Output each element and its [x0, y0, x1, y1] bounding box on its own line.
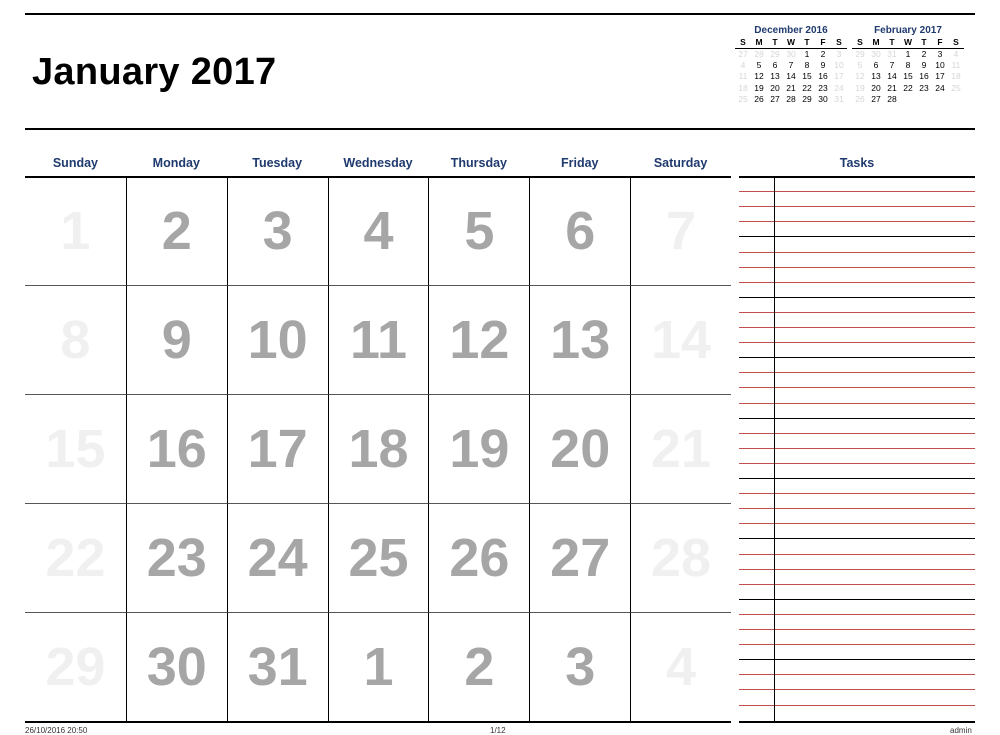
mini-day: 29 — [855, 49, 865, 59]
day-number: 27 — [550, 528, 611, 588]
day-number: 4 — [666, 637, 697, 697]
mini-day: 19 — [754, 82, 764, 93]
mini-calendar-title: December 2016 — [754, 25, 828, 36]
day-number: 14 — [651, 310, 712, 370]
mini-day: 27 — [738, 49, 748, 59]
mini-day: 23 — [919, 82, 929, 93]
day-cell — [25, 177, 126, 286]
mini-day: 18 — [738, 82, 748, 93]
day-number: 3 — [262, 201, 293, 261]
tasks-margin-line — [774, 176, 775, 722]
mini-day: 1 — [905, 49, 911, 59]
weekday-sunday: Sunday — [52, 156, 98, 170]
day-cell — [630, 504, 731, 613]
mini-calendar-title: February 2017 — [874, 25, 942, 36]
mini-weekday-label: T — [772, 37, 778, 47]
weekday-saturday: Saturday — [653, 156, 708, 170]
weekday-header — [25, 153, 731, 175]
mini-weekday-label: S — [740, 37, 746, 47]
mini-day: 29 — [770, 49, 780, 59]
day-number: 20 — [550, 419, 611, 479]
month-grid — [25, 177, 731, 722]
mini-day: 30 — [871, 49, 881, 59]
mini-weekday-label: S — [953, 37, 959, 47]
day-cell — [328, 286, 429, 395]
day-cell — [126, 395, 227, 504]
day-number: 31 — [247, 637, 308, 697]
day-number: 8 — [60, 310, 91, 370]
mini-day — [948, 94, 964, 105]
mini-day: 29 — [802, 93, 812, 104]
mini-day: 2 — [820, 49, 826, 59]
mini-day: 8 — [905, 60, 911, 71]
mini-day: 17 — [935, 71, 945, 82]
mini-day: 18 — [951, 71, 961, 82]
day-number: 16 — [146, 419, 207, 479]
page-title: January 2017 — [32, 51, 277, 93]
mini-day: 14 — [887, 71, 897, 82]
day-cell — [227, 177, 328, 286]
mini-day: 12 — [754, 71, 764, 82]
mini-weekday-label: F — [937, 37, 943, 47]
mini-day: 5 — [756, 60, 762, 71]
day-number: 23 — [146, 528, 207, 588]
day-number: 19 — [449, 419, 510, 479]
mini-day: 25 — [738, 93, 748, 104]
day-number: 26 — [449, 528, 510, 588]
header-rule — [25, 128, 975, 130]
weekday-friday: Friday — [560, 156, 599, 170]
mini-weekday-label: M — [755, 37, 763, 47]
mini-calendar-days — [735, 49, 847, 105]
mini-day: 24 — [834, 82, 844, 93]
mini-day: 13 — [871, 71, 881, 82]
mini-day: 31 — [887, 49, 897, 59]
day-number: 6 — [565, 201, 596, 261]
mini-day: 15 — [802, 71, 812, 82]
mini-weekday-label: M — [872, 37, 880, 47]
footer-page-number: 1/12 — [490, 726, 506, 735]
mini-day: 17 — [834, 71, 844, 82]
day-cell — [529, 286, 630, 395]
mini-day: 20 — [770, 82, 780, 93]
mini-day: 9 — [820, 60, 826, 71]
day-cell — [630, 286, 731, 395]
mini-day — [932, 94, 948, 105]
day-cell — [630, 395, 731, 504]
grid-bottom-rule — [25, 721, 731, 723]
day-cell — [630, 177, 731, 286]
mini-day: 10 — [935, 60, 945, 71]
day-cell — [227, 613, 328, 722]
day-number: 18 — [348, 419, 409, 479]
mini-day: 3 — [937, 49, 943, 59]
mini-day: 5 — [857, 60, 863, 71]
mini-day: 24 — [935, 82, 945, 93]
mini-day: 26 — [754, 93, 764, 104]
mini-day: 30 — [786, 49, 796, 59]
day-cell — [126, 286, 227, 395]
tasks-bottom-rule — [739, 721, 975, 723]
mini-day: 9 — [921, 60, 927, 71]
day-cell — [529, 613, 630, 722]
day-cell — [227, 286, 328, 395]
weekday-thursday: Thursday — [450, 156, 507, 170]
mini-day: 28 — [754, 49, 764, 59]
day-number: 29 — [45, 637, 106, 697]
day-cell — [630, 613, 731, 722]
day-cell — [328, 613, 429, 722]
day-number: 7 — [666, 201, 697, 261]
day-number: 2 — [161, 201, 192, 261]
day-number: 28 — [651, 528, 712, 588]
mini-calendar-weekday-header — [735, 37, 847, 49]
day-number: 12 — [449, 310, 510, 370]
weekday-tuesday: Tuesday — [252, 156, 303, 170]
mini-day: 6 — [772, 60, 778, 71]
mini-day: 13 — [770, 71, 780, 82]
mini-day: 28 — [887, 93, 897, 104]
mini-day: 27 — [770, 93, 780, 104]
mini-day: 19 — [855, 82, 865, 93]
weekday-monday: Monday — [152, 156, 200, 170]
day-number: 4 — [363, 201, 394, 261]
mini-calendar-next — [852, 24, 964, 105]
day-cell — [428, 177, 529, 286]
day-number: 22 — [45, 528, 106, 588]
day-number: 11 — [349, 310, 408, 370]
day-cell — [428, 286, 529, 395]
day-number: 13 — [550, 310, 611, 370]
day-cell — [227, 395, 328, 504]
day-cell — [25, 395, 126, 504]
day-cell — [529, 177, 630, 286]
mini-weekday-label: S — [857, 37, 863, 47]
mini-day: 27 — [871, 93, 881, 104]
mini-weekday-label: W — [786, 37, 796, 47]
mini-day: 7 — [788, 60, 794, 71]
mini-weekday-label: W — [903, 37, 913, 47]
day-cell — [529, 504, 630, 613]
day-number: 1 — [363, 637, 394, 697]
day-cell — [25, 504, 126, 613]
footer-user: admin — [950, 726, 972, 735]
day-number: 21 — [651, 419, 712, 479]
mini-day: 22 — [802, 82, 812, 93]
mini-day: 7 — [889, 60, 895, 71]
day-number: 17 — [247, 419, 308, 479]
day-cell — [126, 504, 227, 613]
mini-day: 22 — [903, 82, 913, 93]
mini-day: 11 — [951, 60, 961, 71]
mini-day: 15 — [903, 71, 913, 82]
weekday-wednesday: Wednesday — [343, 156, 413, 170]
footer-timestamp: 26/10/2016 20:50 — [25, 726, 88, 735]
day-number: 10 — [247, 310, 308, 370]
mini-day: 10 — [834, 60, 844, 71]
mini-weekday-label: T — [921, 37, 927, 47]
mini-day: 2 — [921, 49, 927, 59]
day-cell — [328, 504, 429, 613]
day-number: 1 — [60, 201, 91, 261]
mini-day: 26 — [855, 93, 865, 104]
day-cell — [428, 395, 529, 504]
day-cell — [227, 504, 328, 613]
mini-day: 3 — [836, 49, 842, 59]
mini-day — [916, 94, 932, 105]
day-cell — [126, 177, 227, 286]
mini-day: 12 — [855, 71, 865, 82]
day-number: 3 — [565, 637, 596, 697]
day-cell — [25, 613, 126, 722]
mini-day: 28 — [786, 93, 796, 104]
mini-day: 8 — [804, 60, 810, 71]
day-cell — [25, 286, 126, 395]
mini-day: 16 — [919, 71, 929, 82]
mini-day: 21 — [786, 82, 796, 93]
tasks-title: Tasks — [839, 156, 875, 170]
mini-weekday-label: T — [889, 37, 895, 47]
day-cell — [428, 504, 529, 613]
day-cell — [328, 395, 429, 504]
mini-day: 21 — [887, 82, 897, 93]
mini-weekday-label: T — [804, 37, 810, 47]
day-number: 5 — [464, 201, 495, 261]
day-number: 9 — [161, 310, 192, 370]
mini-day: 23 — [818, 82, 828, 93]
mini-day: 14 — [786, 71, 796, 82]
mini-day: 4 — [953, 49, 959, 59]
mini-day — [900, 94, 916, 105]
day-number: 30 — [146, 637, 207, 697]
day-cell — [428, 613, 529, 722]
mini-day: 30 — [818, 93, 828, 104]
top-rule — [25, 13, 975, 15]
day-number: 24 — [247, 528, 308, 588]
mini-day: 31 — [834, 93, 844, 104]
mini-weekday-label: F — [820, 37, 826, 47]
day-cell — [529, 395, 630, 504]
mini-calendar-days — [852, 49, 964, 105]
mini-weekday-label: S — [836, 37, 842, 47]
day-cell — [126, 613, 227, 722]
mini-day: 25 — [951, 82, 961, 93]
mini-calendar-previous — [735, 24, 847, 105]
mini-calendar-weekday-header — [852, 37, 964, 49]
mini-day: 11 — [738, 71, 748, 82]
mini-day: 4 — [740, 60, 746, 71]
mini-day: 1 — [804, 49, 810, 59]
day-number: 15 — [45, 419, 106, 479]
mini-day: 16 — [818, 71, 828, 82]
mini-day: 6 — [873, 60, 879, 71]
day-number: 25 — [348, 528, 409, 588]
day-cell — [328, 177, 429, 286]
day-number: 2 — [464, 637, 495, 697]
mini-day: 20 — [871, 82, 881, 93]
